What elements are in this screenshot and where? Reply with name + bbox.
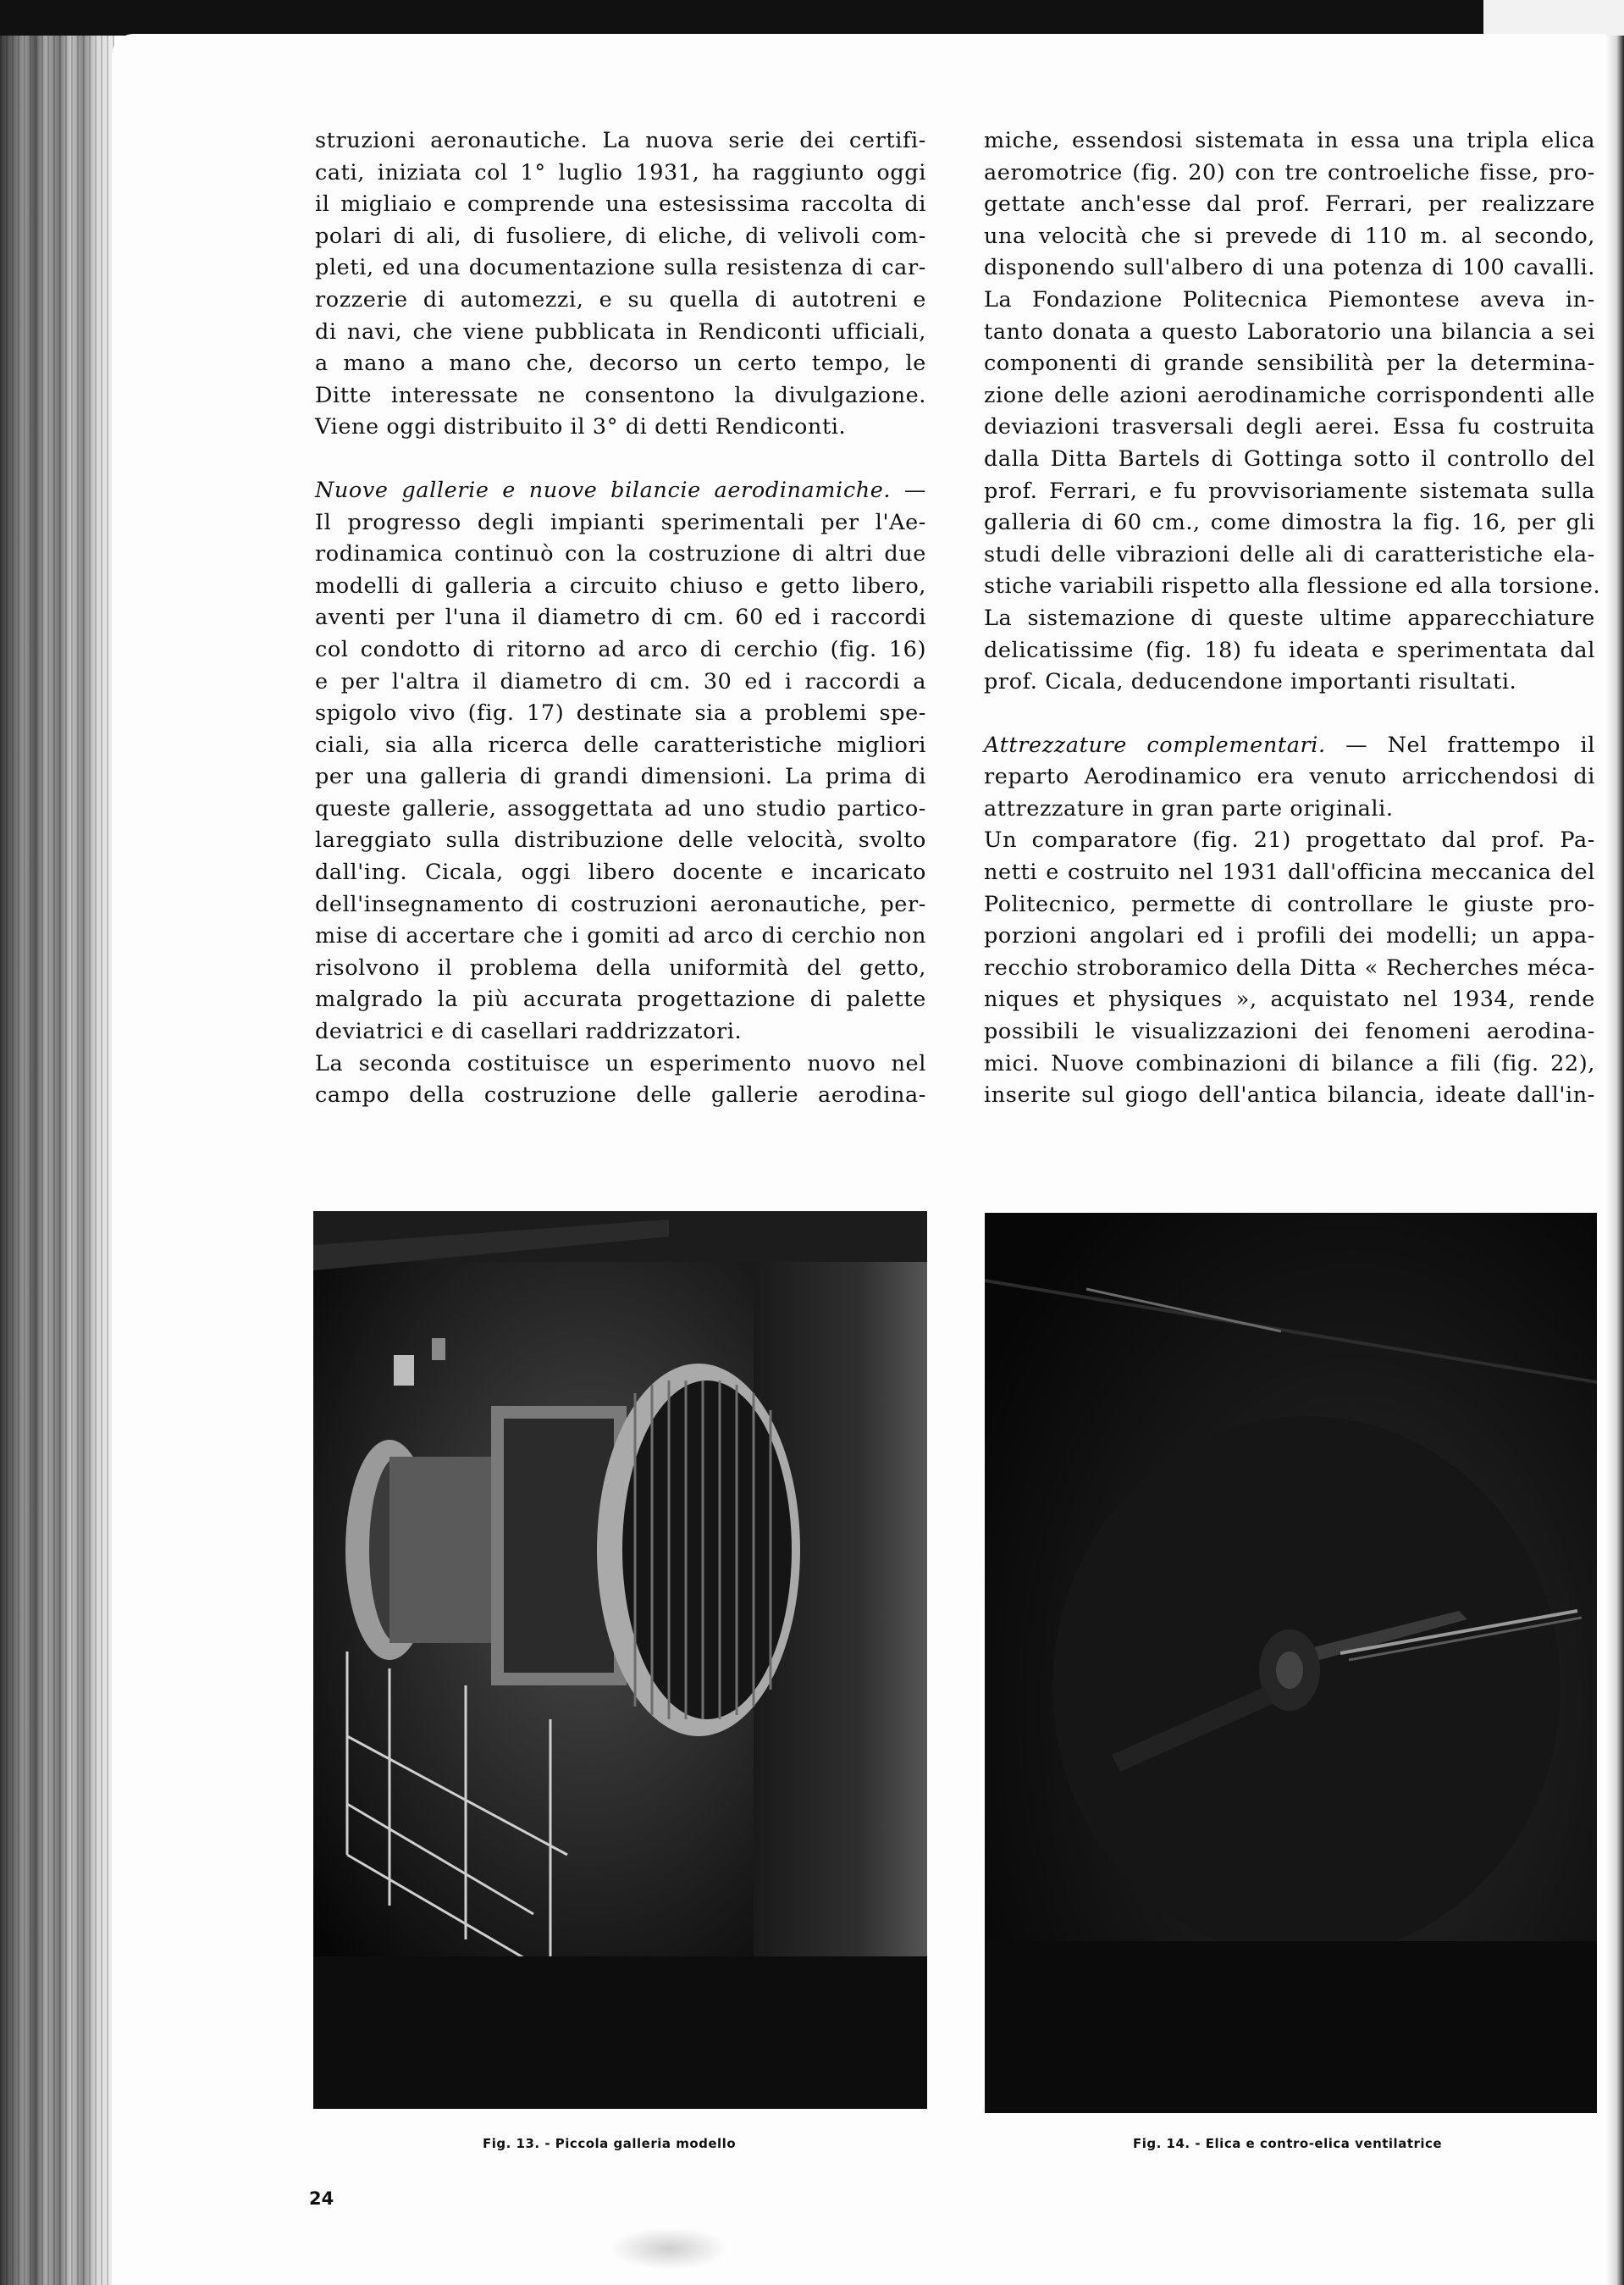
text-line: dall'ing. Cicala, oggi libero docente e incaricato xyxy=(315,860,926,886)
right-paragraph-2 xyxy=(984,730,1595,1112)
text-line: studi delle vibrazioni delle ali di caratteristiche ela- xyxy=(984,541,1595,567)
text-line: di navi, che viene pubblicata in Rendiconti ufficiali, xyxy=(315,318,926,345)
text-line: malgrado la più accurata progettazione di palette xyxy=(315,987,926,1013)
text-line: struzioni aeronautiche. La nuova serie dei certifi- xyxy=(315,128,926,153)
section-heading: Attrezzature complementari. xyxy=(984,732,1326,758)
text-line: componenti di grande sensibilità per la determina- xyxy=(984,351,1595,377)
section-heading-line xyxy=(984,730,1595,762)
section-heading: Nuove gallerie e nuove bilancie aerodinamiche. xyxy=(315,477,892,503)
text-line: modelli di galleria a circuito chiuso e getto libero, xyxy=(315,573,926,599)
text-line: risolvono il problema della uniformità del getto, xyxy=(315,954,926,981)
text-line: rozzerie di automezzi, e su quella di autotreni e xyxy=(315,286,926,313)
text-line: Il progresso degli impianti sperimentali per l'Ae- xyxy=(315,509,926,535)
text-line: queste gallerie, assoggettata ad uno studio partico- xyxy=(315,795,926,822)
text-line: dalla Ditta Bartels di Gottinga sotto il controllo del xyxy=(984,445,1595,472)
text-line: polari di ali, di fusoliere, di eliche, di velivoli com- xyxy=(315,223,926,249)
text-line: pleti, ed una documentazione sulla resistenza di car- xyxy=(315,255,926,281)
wind-tunnel-illustration xyxy=(313,1211,927,2109)
scan-top-tab xyxy=(1483,0,1624,36)
scan-smudge xyxy=(610,2227,728,2270)
text-line: disponendo sull'albero di una potenza di 100 cavalli. xyxy=(984,255,1595,281)
text-line: col condotto di ritorno ad arco di cerchio (fig. 16) xyxy=(315,636,926,662)
text-line: porzioni angolari ed i profili dei modelli; un appa- xyxy=(984,923,1595,949)
text-line: lareggiato sulla distribuzione delle velocità, svolto xyxy=(315,827,926,854)
text-line: mici. Nuove combinazioni di bilance a fili (fig. 22), xyxy=(984,1050,1595,1076)
text-line: delicatissime (fig. 18) fu ideata e sperimentata dal xyxy=(984,637,1595,663)
scan-right-edge xyxy=(1605,36,1624,2285)
text-line: a mano a mano che, decorso un certo tempo, le xyxy=(315,351,926,377)
book-page-edges xyxy=(0,36,114,2285)
text-line: La sistemazione di queste ultime apparecchiature xyxy=(984,605,1595,631)
text-line: galleria di 60 cm., come dimostra la fig. 16, per gli xyxy=(984,510,1595,536)
text-line: recchio stroboramico della Ditta « Recherches méca- xyxy=(984,954,1595,981)
left-paragraph-1 xyxy=(315,125,926,444)
text-line: deviazioni trasversali degli aerei. Essa fu costruita xyxy=(984,414,1595,440)
text-line: prof. Ferrari, e fu provvisoriamente sistemata sulla xyxy=(984,478,1595,504)
text-line: La seconda costituisce un esperimento nuovo nel xyxy=(315,1050,926,1076)
text-line: possibili le visualizzazioni dei fenomeni aerodina- xyxy=(984,1019,1595,1045)
text-line: spigolo vivo (fig. 17) destinate sia a problemi spe- xyxy=(315,700,926,727)
text-line: dell'insegnamento di costruzioni aeronautiche, per- xyxy=(315,891,926,917)
text-line: tanto donata a questo Laboratorio una bilancia a sei xyxy=(984,318,1595,345)
text-line: attrezzature in gran parte originali. xyxy=(984,795,1394,822)
text-line: Un comparatore (fig. 21) progettato dal prof. Pa- xyxy=(984,827,1595,854)
text-line: rodinamica continuò con la costruzione di altri due xyxy=(315,541,926,567)
text-line: per una galleria di grandi dimensioni. La prima di xyxy=(315,764,926,790)
left-paragraph-2 xyxy=(315,475,926,1112)
text-line: Ditte interessate ne consentono la divulgazione. xyxy=(315,382,926,408)
scan-top-border xyxy=(0,0,1624,36)
text-line: e per l'altra il diametro di cm. 30 ed i raccordi a xyxy=(315,668,926,694)
text-line: aventi per l'una il diametro di cm. 60 ed i raccordi xyxy=(315,605,926,631)
section-heading-line xyxy=(315,475,926,507)
text-line: Viene oggi distribuito il 3° di detti Rendiconti. xyxy=(315,414,847,440)
text-line: cati, iniziata col 1° luglio 1931, ha raggiunto oggi xyxy=(315,159,926,185)
propeller-illustration xyxy=(985,1213,1597,2113)
figure-caption-2: Fig. 14. - Elica e contro-elica ventilatrice xyxy=(1133,2136,1443,2151)
wind-tunnel-photo xyxy=(313,1211,927,2109)
text-line: Politecnico, permette di controllare le giuste pro- xyxy=(984,891,1595,917)
text-line: reparto Aerodinamico era venuto arricchendosi di xyxy=(984,764,1595,790)
text-line: niques et physiques », acquistato nel 1934, rende xyxy=(984,987,1595,1013)
text-line: gettate anch'esse dal prof. Ferrari, per realizzare xyxy=(984,191,1595,218)
text-line: prof. Cicala, deducendone importanti risultati. xyxy=(984,669,1517,695)
text-line: mise di accertare che i gomiti ad arco di cerchio non xyxy=(315,923,926,949)
page-number: 24 xyxy=(309,2188,334,2209)
text-line: ciali, sia alla ricerca delle caratteristiche migliori xyxy=(315,732,926,758)
heading-rest: — Nel frattempo il xyxy=(1325,732,1595,758)
text-line: miche, essendosi sistemata in essa una tripla elica xyxy=(984,128,1595,153)
text-line: inserite sul giogo dell'antica bilancia, ideate dall'in- xyxy=(984,1082,1595,1109)
text-line: aeromotrice (fig. 20) con tre controeliche fisse, pro- xyxy=(984,159,1595,185)
propeller-photo xyxy=(985,1213,1597,2113)
right-paragraph-1 xyxy=(984,125,1601,699)
text-line: campo della costruzione delle gallerie aerodina- xyxy=(315,1082,926,1109)
text-line: stiche variabili rispetto alla flessione ed alla torsione. xyxy=(984,573,1601,600)
text-line: deviatrici e di casellari raddrizzatori. xyxy=(315,1019,743,1045)
heading-dash: — xyxy=(891,477,926,503)
text-line: zione delle azioni aerodinamiche corrispondenti alle xyxy=(984,382,1595,408)
text-line: il migliaio e comprende una estesissima raccolta di xyxy=(315,191,926,218)
left-text-column xyxy=(315,125,926,1112)
text-line: netti e costruito nel 1931 dall'officina meccanica del xyxy=(984,860,1595,886)
text-line: una velocità che si prevede di 110 m. al secondo, xyxy=(984,223,1595,249)
figure-caption-1: Fig. 13. - Piccola galleria modello xyxy=(483,2136,737,2151)
text-line: La Fondazione Politecnica Piemontese aveva in- xyxy=(984,286,1595,313)
right-text-column xyxy=(984,125,1601,1112)
